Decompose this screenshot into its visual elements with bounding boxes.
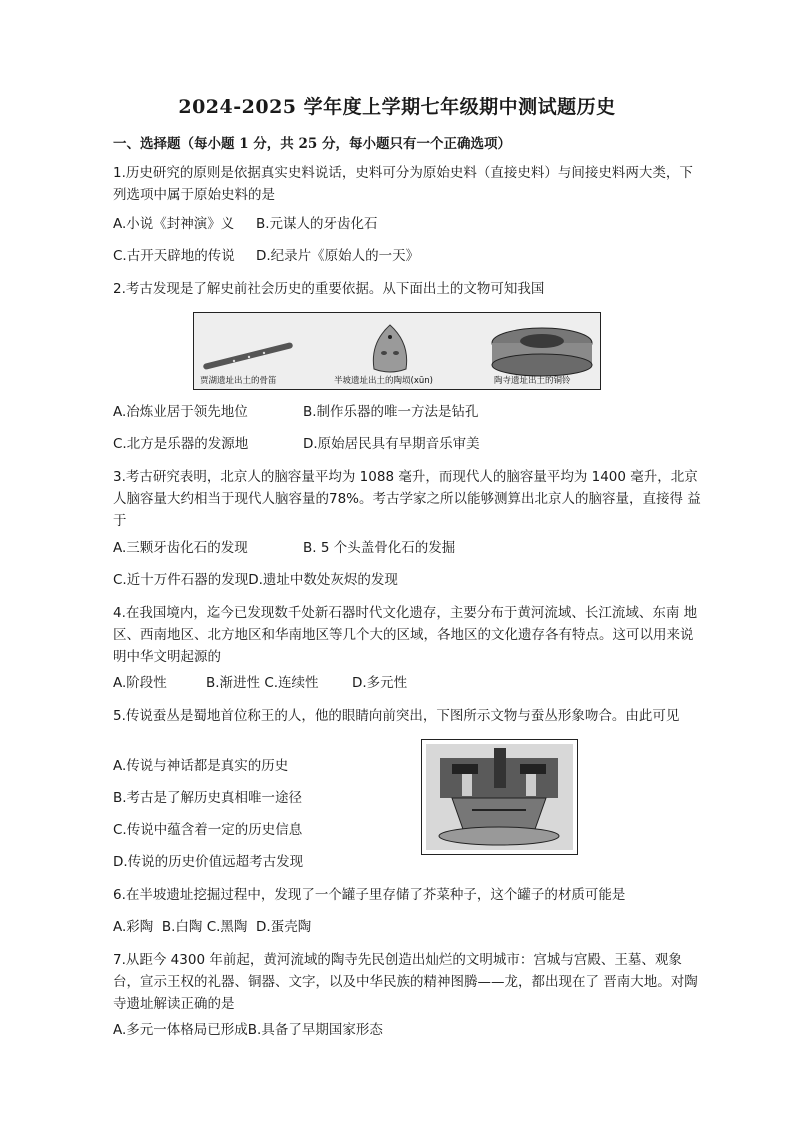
- caption-bronze-bell: 陶寺遗址出土的铜铃: [494, 376, 571, 386]
- question-4-option-a: A.阶段性: [113, 675, 167, 691]
- question-5-option-c: C.传说中蕴含着一定的历史信息: [113, 822, 303, 838]
- bronze-mask-icon: [426, 744, 573, 850]
- bronze-mask-figure: [421, 739, 578, 855]
- question-1-option-a: A.小说《封神演》义: [113, 216, 235, 232]
- question-1-option-d: D.纪录片《原始人的一天》: [256, 248, 420, 264]
- question-2-option-a: A.冶炼业居于领先地位: [113, 404, 248, 420]
- question-4-options-bc: B.渐进性 C.连续性: [206, 675, 319, 691]
- bronze-bell-icon: [492, 328, 592, 376]
- pottery-xun-icon: [373, 325, 406, 372]
- caption-pottery-xun: 半坡遗址出土的陶埙(xūn): [334, 376, 433, 386]
- question-5-stem: 5.传说蚕丛是蜀地首位称王的人，他的眼睛向前突出，下图所示文物与蚕丛形象吻合。由此可见: [113, 708, 680, 724]
- question-1-stem: 1.历史研究的原则是依据真实史料说话，史料可分为原始史料（直接史料）与间接史料两大类，下 列选项中属于原始史料的是: [113, 165, 698, 203]
- question-7-options-ab: A.多元一体格局已形成B.具备了早期国家形态: [113, 1022, 383, 1038]
- question-3-options-cd: C.近十万件石器的发现D.遗址中数处灰烬的发现: [113, 572, 398, 588]
- artifacts-figure: [193, 312, 601, 390]
- question-1-option-b: B.元谋人的牙齿化石: [256, 216, 378, 232]
- question-3-stem: 3.考古研究表明，北京人的脑容量平均为 1088 毫升，而现代人的脑容量平均为 1400 毫升，北京 人脑容量大约相当于现代人脑容量的78%。考古学家之所以能够测算出北京人的脑容量，直接得 益于: [113, 469, 703, 529]
- question-2-option-c: C.北方是乐器的发源地: [113, 436, 249, 452]
- question-1-option-c: C.古开天辟地的传说: [113, 248, 235, 264]
- question-4-option-d: D.多元性: [352, 675, 408, 691]
- question-5-option-d: D.传说的历史价值远超考古发现: [113, 854, 304, 870]
- question-6-options: A.彩陶 B.白陶 C.黑陶 D.蛋壳陶: [113, 919, 312, 935]
- question-7-stem: 7.从距今 4300 年前起，黄河流域的陶寺先民创造出灿烂的文明城市：宫城与宫殿、王墓、观象台，宣示王权的礼器、铜器、文字，以及中华民族的精神图腾——龙，都出现在了 晋南大地。对陶寺遗址解读正确的是: [113, 952, 698, 1012]
- question-3-option-a: A.三颗牙齿化石的发现: [113, 540, 248, 556]
- question-5-option-b: B.考古是了解历史真相唯一途径: [113, 790, 303, 806]
- question-2-stem: 2.考古发现是了解史前社会历史的重要依据。从下面出土的文物可知我国: [113, 281, 545, 297]
- question-4-stem: 4.在我国境内，迄今已发现数千处新石器时代文化遗存，主要分布于黄河流域、长江流域、东南 地区、西南地区、北方地区和华南地区等几个大的区域，各地区的文化遗存各有特点。这可以用来说明中华文明起源的: [113, 605, 698, 665]
- question-6-stem: 6.在半坡遗址挖掘过程中，发现了一个罐子里存储了芥菜种子，这个罐子的材质可能是: [113, 887, 626, 903]
- bone-flute-icon: [203, 342, 294, 370]
- page-title: 2024-2025 学年度上学期七年级期中测试题历史: [178, 96, 616, 118]
- question-2-option-d: D.原始居民具有早期音乐审美: [303, 436, 480, 452]
- caption-bone-flute: 贾湖遗址出土的骨笛: [200, 376, 277, 386]
- question-5-option-a: A.传说与神话都是真实的历史: [113, 758, 289, 774]
- question-3-option-b: B. 5 个头盖骨化石的发掘: [303, 540, 456, 556]
- question-2-option-b: B.制作乐器的唯一方法是钻孔: [303, 404, 479, 420]
- section-heading: 一、选择题（每小题 1 分，共 25 分，每小题只有一个正确选项）: [113, 136, 511, 152]
